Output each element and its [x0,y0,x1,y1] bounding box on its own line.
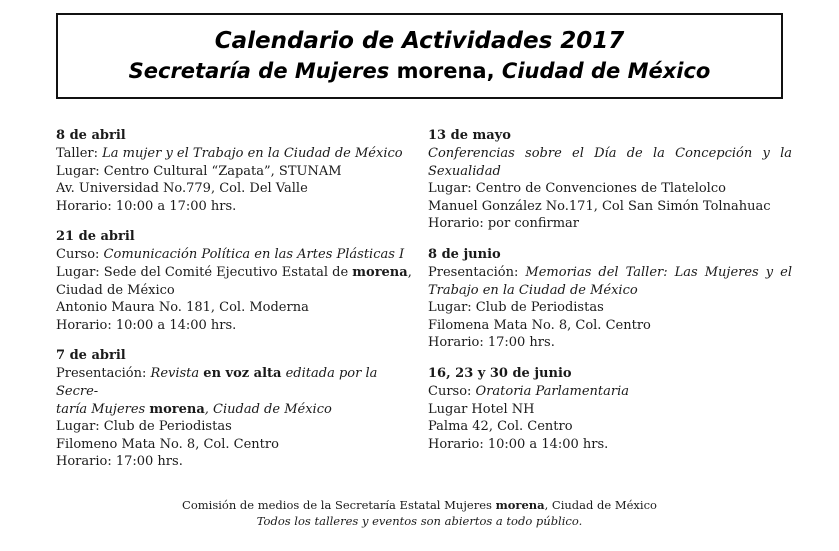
event-line: Av. Universidad No.779, Col. Del Valle [56,181,308,197]
event-line: Horario: 17:00 hrs. [428,335,555,351]
event-line: Horario: 10:00 a 17:00 hrs. [56,198,237,214]
event-line: Lugar: Centro Cultural “Zapata”, STUNAM [56,163,342,179]
event-activity [56,365,416,400]
activity-title: La mujer y el Trabajo en la Ciudad de México [102,146,403,161]
event-activity [56,246,416,264]
event-activity [428,264,792,299]
event-activity [428,383,792,401]
title-c: editada por la Secre- [56,366,378,399]
event-line: Lugar: Club de Periodistas [56,419,232,435]
activity-title: Conferencias sobre el Día de la Concepción y la Sexualidad [428,146,792,179]
event-7-abril [56,346,416,471]
left-column [56,126,416,483]
event-line: Manuel González No.171, Col San Simón Tolnahuac [428,198,771,214]
place-brand: morena [352,264,408,280]
title-b: en voz alta [203,366,282,382]
place-suffix: , [407,264,412,280]
footer-suffix: , Ciudad de México [544,498,657,512]
title-f: , Ciudad de México [204,401,332,417]
activity-label: Curso: [56,247,104,263]
event-line: Horario: por confirmar [428,216,579,232]
activity-label: Curso: [428,383,476,399]
subtitle-part1: Secretaría de Mujeres [128,59,390,83]
event-line: Filomeno Mata No. 8, Col. Centro [56,436,279,452]
right-column [428,126,792,465]
place-prefix: Lugar: Sede del Comité Ejecutivo Estatal de [56,264,353,280]
event-line: Horario: 10:00 a 14:00 hrs. [428,436,609,452]
page-subtitle [129,56,711,86]
event-date: 7 de abril [56,348,126,364]
footer-note: Todos los talleres y eventos son abiertos a todo público. [256,514,583,528]
activity-label: Presentación: [56,366,151,382]
activity-label: Presentación: [428,264,526,280]
event-date: 16, 23 y 30 de junio [428,365,572,381]
event-line: Horario: 17:00 hrs. [56,454,183,470]
subtitle-part2: Ciudad de México [501,59,711,83]
event-place [56,264,416,282]
subtitle-brand: morena [396,59,487,83]
activity-title: Comunicación Política en las Artes Plásticas I [103,247,405,263]
title-d: taría Mujeres [56,401,150,417]
event-line: Filomena Mata No. 8, Col. Centro [428,317,651,333]
event-date: 8 de abril [56,128,126,143]
event-8-junio [428,245,792,352]
activity-title: Memorias del Taller: Las Mujeres y el Trabajo en la Ciudad de México [428,264,792,298]
event-8-abril [56,126,416,215]
activity-label: Taller: [56,146,103,161]
event-activity [56,145,416,163]
event-line: Horario: 10:00 a 14:00 hrs. [56,317,237,333]
event-date: 8 de junio [428,246,501,262]
event-junio-oratoria [428,364,792,453]
event-line: Antonio Maura No. 181, Col. Moderna [56,300,309,316]
subtitle-sep: , [486,59,502,83]
event-line: Lugar: Club de Periodistas [428,300,604,316]
page-title: Calendario de Actividades 2017 [214,28,625,54]
event-date: 13 de mayo [428,128,511,143]
footer [0,497,839,529]
title-e: morena [149,401,205,417]
event-13-mayo [428,126,792,233]
activity-title: Oratoria Parlamentaria [475,383,630,399]
footer-prefix: Comisión de medios de la Secretaría Estatal Mujeres [182,498,496,512]
footer-brand: morena [495,498,545,512]
event-21-abril [56,227,416,334]
footer-credit [0,497,839,513]
event-line: Palma 42, Col. Centro [428,419,573,435]
event-activity-cont [56,401,416,419]
title-box [56,13,783,99]
title-a: Revista [150,366,204,382]
event-line: Lugar: Centro de Convenciones de Tlatelolco [428,181,726,197]
event-date: 21 de abril [56,229,135,245]
event-line: Ciudad de México [56,282,175,298]
event-line: Lugar Hotel NH [428,401,535,417]
